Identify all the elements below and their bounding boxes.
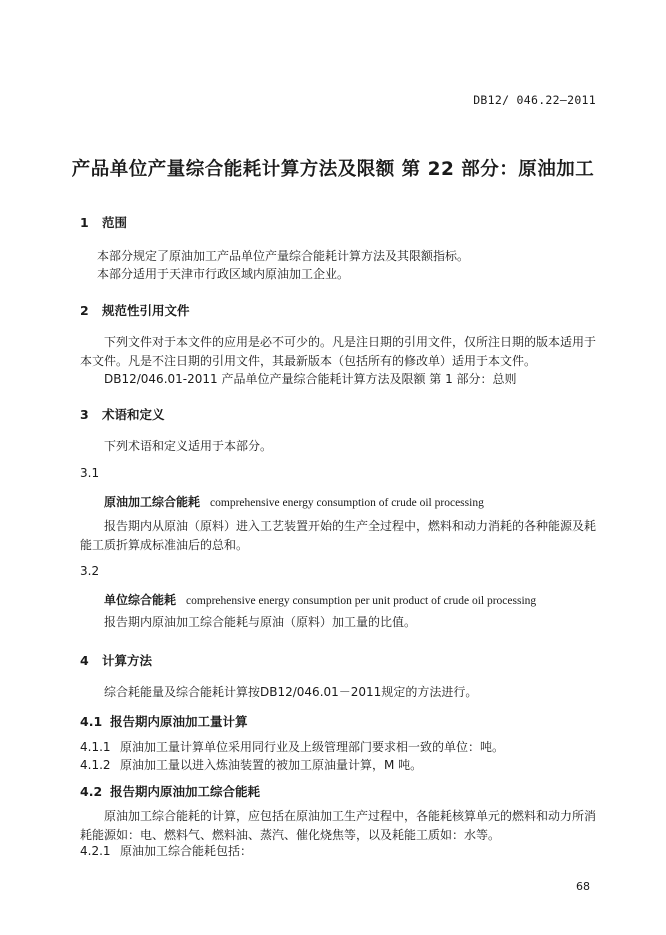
section-4-2-heading <box>80 782 260 800</box>
item-4-1-1-number: 4.1.1 <box>80 740 111 754</box>
term-3-2-number: 3.2 <box>80 564 100 578</box>
page-number: 68 <box>576 880 590 893</box>
standard-number: DB12/ 046.22—2011 <box>473 93 596 107</box>
section-2-para-1: 下列文件对于本文件的应用是必不可少的。凡是注日期的引用文件，仅所注日期的版本适用于本文件。凡是不注日期的引用文件，其最新版本（包括所有的修改单）适用于本文件。 <box>80 335 597 368</box>
term-3-2-chinese: 单位综合能耗 <box>104 593 177 607</box>
term-3-2-definition: 报告期内原油加工综合能耗与原油（原料）加工量的比值。 <box>104 615 417 629</box>
section-1-title: 范围 <box>102 215 128 230</box>
term-3-1 <box>104 491 484 510</box>
section-3-heading <box>80 405 165 423</box>
term-3-1-english: comprehensive energy consumption of crude oil processing <box>210 497 484 509</box>
term-3-2-english: comprehensive energy consumption per unit product of crude oil processing <box>186 595 537 607</box>
section-2-reference: DB12/046.01-2011 产品单位产量综合能耗计算方法及限额 第 1 部分：总则 <box>104 372 517 386</box>
section-2-number: 2 <box>80 303 89 318</box>
section-1-para-2: 本部分适用于天津市行政区域内原油加工企业。 <box>97 267 350 281</box>
section-4-2-title: 报告期内原油加工综合能耗 <box>110 784 261 799</box>
section-4-2-para-1: 原油加工综合能耗的计算，应包括在原油加工生产过程中，各能耗核算单元的燃料和动力所消耗能源如：电、燃料气、燃料油、蒸汽、催化烧焦等，以及耗能工质如：水等。 <box>80 809 597 842</box>
section-2-heading <box>80 301 190 319</box>
section-4-1-heading <box>80 712 248 730</box>
section-3-number: 3 <box>80 407 89 422</box>
item-4-2-1-number: 4.2.1 <box>80 844 111 858</box>
section-3-title: 术语和定义 <box>102 407 165 422</box>
section-4-title: 计算方法 <box>102 653 153 668</box>
item-4-1-1 <box>80 739 504 756</box>
section-4-para-1: 综合耗能量及综合能耗计算按DB12/046.01－2011规定的方法进行。 <box>104 685 478 699</box>
item-4-1-2-number: 4.1.2 <box>80 758 111 772</box>
item-4-1-2 <box>80 757 422 774</box>
item-4-1-1-text: 原油加工量计算单位采用同行业及上级管理部门要求相一致的单位：吨。 <box>120 740 505 754</box>
section-3-para-1: 下列术语和定义适用于本部分。 <box>104 439 273 453</box>
section-4-1-title: 报告期内原油加工量计算 <box>110 714 248 729</box>
term-3-1-definition: 报告期内从原油（原料）进入工艺装置开始的生产全过程中，燃料和动力消耗的各种能源及耗能工质折算成标准油后的总和。 <box>80 519 597 552</box>
section-1-heading <box>80 213 127 231</box>
section-4-1-number: 4.1 <box>80 714 103 729</box>
term-3-1-number: 3.1 <box>80 466 100 480</box>
page-title: 产品单位产量综合能耗计算方法及限额 第 22 部分：原油加工 <box>71 159 595 180</box>
section-4-number: 4 <box>80 653 89 668</box>
section-1-number: 1 <box>80 215 89 230</box>
item-4-2-1 <box>80 843 252 860</box>
section-1-para-1: 本部分规定了原油加工产品单位产量综合能耗计算方法及其限额指标。 <box>97 249 470 263</box>
term-3-2 <box>104 589 536 608</box>
section-4-2-number: 4.2 <box>80 784 103 799</box>
item-4-2-1-text: 原油加工综合能耗包括： <box>120 844 253 858</box>
item-4-1-2-text: 原油加工量以进入炼油装置的被加工原油量计算，M 吨。 <box>120 758 423 772</box>
section-4-heading <box>80 651 152 669</box>
section-2-title: 规范性引用文件 <box>102 303 190 318</box>
term-3-1-chinese: 原油加工综合能耗 <box>104 495 201 509</box>
